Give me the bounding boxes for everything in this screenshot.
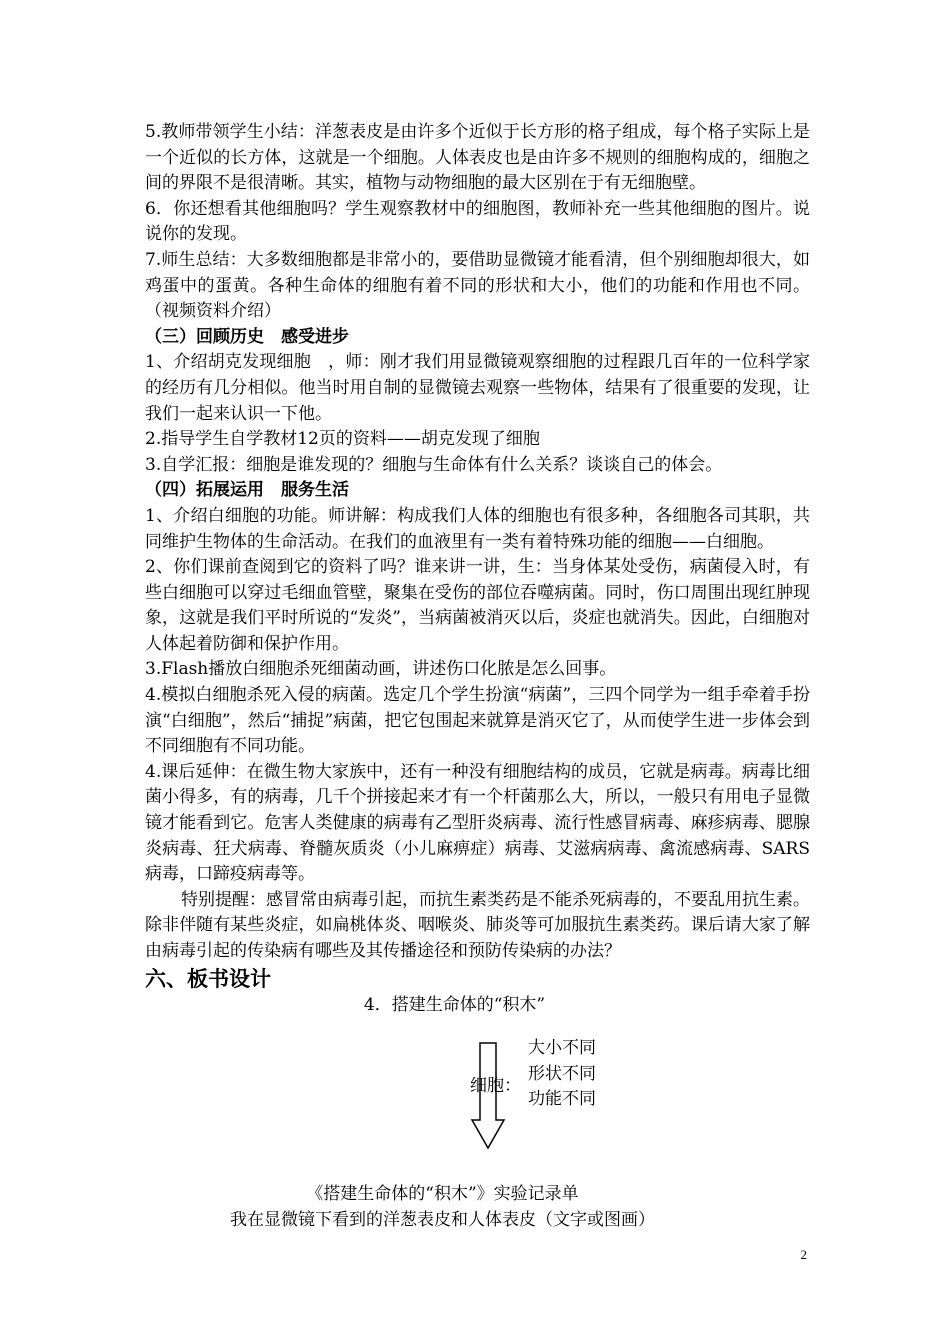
paragraph-11: 4.课后延伸：在微生物大家族中，还有一种没有细胞结构的成员，它就是病毒。病毒比细菌小得多，有的病毒，几千个拼接起来才有一个杆菌那么大，所以，一般只有用电子显微镜才能看到它。危害人类健康的病毒有乙型肝炎病毒、流行性感冒病毒、麻疹病毒、腮腺炎病毒、狂犬病毒、脊髓灰质炎（小儿麻痹症）病毒、艾滋病病毒、禽流感病毒、SARS病毒，口蹄疫病毒等。: [145, 761, 810, 885]
record-sheet-title: 《搭建生命体的“积木”》实验记录单: [306, 1184, 579, 1205]
paragraph-1: 5.教师带领学生小结：洋葱表皮是由许多个近似于长方形的格子组成，每个格子实际上是一个近似的长方体，这就是一个细胞。人体表皮也是由许多不规则的细胞构成的，细胞之间的界限不是很清晰。其实，植物与动物细胞的最大区别在于有无细胞壁。: [145, 122, 810, 194]
document-body: [145, 120, 810, 1233]
paragraph-7: 1、介绍白细胞的功能。师讲解：构成我们人体的细胞也有很多种，各细胞各司其职，共同维护生物体的生命活动。在我们的血液里有一类有着特殊功能的细胞——白细胞。: [145, 505, 810, 552]
paragraph-10: 4.模拟白细胞杀死入侵的病菌。选定几个学生扮演“病菌”，三四个同学为一组手牵着手扮演“白细胞”，然后“捕捉”病菌，把它包围起来就算是消灭它了，从而使学生进一步体会到不同细胞有不同功能。: [145, 685, 810, 757]
board-item-function: 功能不同: [528, 1089, 596, 1110]
paragraph-5: 2.指导学生自学教材12页的资料——胡克发现了细胞: [145, 429, 540, 450]
paragraph-reminder: 特别提醒：感冒常由病毒引起，而抗生素类药是不能杀死病毒的，不要乱用抗生素。除非伴随有某些炎症，如扁桃体炎、咽喉炎、肺炎等可加服抗生素类药。课后请大家了解由病毒引起的传染病有哪些及其传播途径和预防传染病的办法？: [145, 889, 810, 961]
paragraph-4: 1、介绍胡克发现细胞 ，师：刚才我们用显微镜观察细胞的过程跟几百年的一位科学家的经历有几分相似。他当时用自制的显微镜去观察一些物体，结果有了很重要的发现，让我们一起来认识一下他。: [145, 352, 810, 424]
board-item-size: 大小不同: [528, 1038, 596, 1059]
section-title-board-design: 六、板书设计: [145, 966, 271, 991]
page-number: 2: [800, 1247, 807, 1262]
record-sheet-subtitle: 我在显微镜下看到的洋葱表皮和人体表皮（文字或图画）: [230, 1209, 655, 1230]
paragraph-9: 3.Flash播放白细胞杀死细菌动画，讲述伤口化脓是怎么回事。: [145, 659, 617, 680]
board-title: 4．搭建生命体的“积木”: [363, 994, 546, 1015]
paragraph-8: 2、你们课前查阅到它的资料了吗？谁来讲一讲，生：当身体某处受伤，病菌侵入时，有些白细胞可以穿过毛细血管壁，聚集在受伤的部位吞噬病菌。同时，伤口周围出现红肿现象，这就是我们平时所说的“发炎”，当病菌被消灭以后，炎症也就消失。因此，白细胞对人体起着防御和保护作用。: [145, 557, 810, 654]
paragraph-6: 3.自学汇报：细胞是谁发现的？细胞与生命体有什么关系？谈谈自己的体会。: [145, 454, 723, 475]
board-items: [528, 1036, 596, 1113]
board-diagram: [145, 1034, 810, 1144]
paragraph-3: 7.师生总结：大多数细胞都是非常小的，要借助显微镜才能看清，但个别细胞却很大，如鸡蛋中的蛋黄。各种生命体的细胞有着不同的形状和大小，他们的功能和作用也不同。（视频资料介绍）: [145, 249, 810, 322]
board-cell-label: 细胞：: [470, 1076, 521, 1097]
board-item-shape: 形状不同: [528, 1063, 596, 1084]
heading-review-history: （三）回顾历史 感受进步: [145, 326, 349, 347]
heading-extension: （四）拓展运用 服务生活: [145, 480, 349, 501]
paragraph-2: 6．你还想看其他细胞吗？学生观察教材中的细胞图，教师补充一些其他细胞的图片。说说你的发现。: [145, 198, 810, 245]
